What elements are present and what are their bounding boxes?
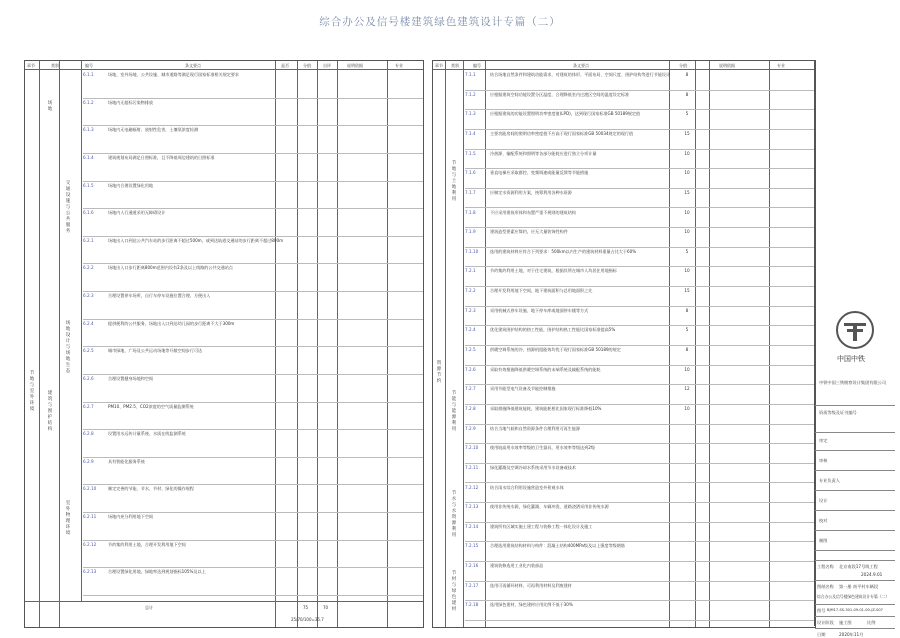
table-row bbox=[465, 503, 815, 523]
row-number: 6.1.6 bbox=[83, 210, 94, 216]
row-text: 冷热源、输配系统和照明等各部分能耗应进行独立分项计量 bbox=[490, 150, 597, 156]
right-group-1: 节地与土地利用 bbox=[451, 161, 457, 202]
table-row bbox=[465, 71, 815, 91]
header-item-r: 编号 bbox=[473, 63, 481, 68]
row-number: 7.2.7 bbox=[465, 386, 476, 392]
role-label: 设计 bbox=[819, 498, 828, 503]
table-row bbox=[465, 267, 815, 287]
row-text: 应根据建筑的功能设置照明功率密度值(LPD)，达到现行国家标准GB 50189规定值 bbox=[490, 111, 641, 117]
header-chapter: 章节 bbox=[27, 63, 35, 68]
row-score: 5 bbox=[685, 111, 689, 117]
table-row bbox=[465, 385, 815, 405]
row-text: 场地内无超标污染物排放 bbox=[108, 99, 154, 105]
table-row bbox=[83, 292, 423, 320]
table-row bbox=[465, 169, 815, 189]
date: 2020年11月 bbox=[839, 632, 864, 637]
row-score: 15 bbox=[684, 189, 690, 195]
role-divider bbox=[815, 530, 895, 531]
row-text: 场地内无电磁辐射、放射性危害，土壤氡浓度检测 bbox=[108, 127, 199, 133]
row-text: 采用节能型电气设备及节能控制措施 bbox=[490, 386, 556, 392]
role-divider bbox=[815, 450, 895, 451]
table-row bbox=[465, 110, 815, 130]
row-number: 6.1.2 bbox=[83, 99, 94, 105]
company-logo bbox=[835, 310, 875, 350]
row-text: 提供便利的公共服务，场地出入口到达幼儿园的步行距离不大于300m bbox=[108, 320, 235, 326]
row-number: 7.2.1 bbox=[465, 268, 476, 274]
row-score: 15 bbox=[684, 130, 690, 136]
row-number: 6.2.2 bbox=[83, 265, 94, 271]
row-score: 8 bbox=[685, 307, 689, 313]
left-group-1: 场地 bbox=[47, 101, 53, 112]
header-item: 编号 bbox=[85, 63, 93, 68]
row-number: 6.2.8 bbox=[83, 431, 94, 437]
row-number: 6.2.9 bbox=[83, 458, 94, 464]
right-group-3: 节水与水资源利用 bbox=[451, 491, 457, 538]
row-number: 7.2.4 bbox=[465, 327, 476, 333]
table-row bbox=[83, 99, 423, 127]
row-score: 5 bbox=[685, 248, 689, 254]
date-label: 日期 bbox=[817, 632, 826, 637]
table-row bbox=[465, 248, 815, 268]
row-number: 6.2.4 bbox=[83, 320, 94, 326]
row-number: 6.2.13 bbox=[83, 569, 97, 575]
table-row bbox=[465, 523, 815, 543]
row-number: 6.1.5 bbox=[83, 182, 94, 188]
drawing-no-label: 图号 bbox=[817, 608, 826, 613]
row-text: 场地出入口步行距离800m范围内设有2条及以上线路的公共交通站点 bbox=[108, 265, 233, 271]
logo-text: 中国中铁 bbox=[837, 355, 865, 363]
row-text: 场地、室外场地、公共设施、城市道路等满足现行国家标准相关规定要求 bbox=[108, 72, 239, 77]
table-row bbox=[83, 264, 423, 292]
part-label: 图纸名称 bbox=[817, 584, 834, 589]
row-number: 6.2.11 bbox=[83, 514, 97, 520]
row-text: 合理设置停车场所，自行车停车设施位置合理、方便出入 bbox=[108, 293, 211, 299]
table-row bbox=[83, 347, 423, 375]
row-number: 7.2.13 bbox=[465, 504, 479, 510]
project-name: 北京南段17号线工程 bbox=[839, 564, 878, 569]
role-label: 校对 bbox=[819, 518, 828, 523]
row-number: 7.1.10 bbox=[465, 248, 479, 254]
row-text: 城市绿地、广场及公共运动场地等开敞空间步行可达 bbox=[108, 348, 203, 354]
role-label: 制图 bbox=[819, 538, 828, 543]
row-number: 6.1.4 bbox=[83, 154, 94, 160]
table-row bbox=[465, 346, 815, 366]
table-row bbox=[465, 582, 815, 602]
right-table bbox=[432, 60, 816, 628]
table-row bbox=[465, 326, 815, 346]
header-score-r: 分值 bbox=[679, 63, 687, 68]
table-row bbox=[83, 154, 423, 182]
row-score: 10 bbox=[684, 229, 690, 235]
row-text: 设置用水远传计量系统、水质在线监测系统 bbox=[108, 431, 186, 437]
row-number: 6.2.5 bbox=[83, 348, 94, 354]
project-label: 工程名称 bbox=[817, 564, 834, 569]
table-row bbox=[465, 150, 815, 170]
row-text: 优化建筑围护结构的热工性能，围护结构热工性能比国家标准提高5% bbox=[490, 327, 616, 333]
row-text: 选用可再循环材料、可再利用材料及利废建材 bbox=[490, 582, 572, 588]
row-number: 7.2.12 bbox=[465, 484, 479, 490]
table-row bbox=[465, 484, 815, 504]
right-group-2: 节能与能源利用 bbox=[451, 391, 457, 432]
left-group-0: 节地与室外环境 bbox=[29, 371, 35, 412]
row-number: 6.2.12 bbox=[83, 541, 97, 547]
row-number: 7.1.7 bbox=[465, 189, 476, 195]
table-row bbox=[465, 91, 815, 111]
row-number: 7.1.2 bbox=[465, 91, 476, 97]
row-text: 垂直电梯应采取群控、变频调速或能量反馈等节能措施 bbox=[490, 170, 589, 176]
drawing-no: BJM17-SS-301-09-01-00-JZ-007 bbox=[827, 608, 883, 612]
table-row bbox=[465, 444, 815, 464]
header-category: 类别 bbox=[51, 63, 59, 68]
row-text: 合理设置绿化用地，绿地率达到规划指标105%及以上 bbox=[108, 569, 206, 575]
table-row bbox=[465, 130, 815, 150]
table-row bbox=[465, 209, 815, 229]
row-text: 场地内充分利用地下空间 bbox=[108, 514, 154, 520]
table-row bbox=[83, 458, 423, 486]
header-score: 分值 bbox=[303, 63, 311, 68]
role-label: 审核 bbox=[819, 458, 828, 463]
row-text: 合理选用建筑结构材料与构件：混凝土结构400MPa级及以上强度等级钢筋 bbox=[490, 543, 625, 549]
row-number: 7.2.15 bbox=[465, 543, 479, 549]
header-content: 条文要点 bbox=[185, 63, 201, 68]
table-row bbox=[465, 425, 815, 445]
row-text: 使用非传统水源，绿化灌溉、车辆冲洗、道路浇洒采用非传统水源 bbox=[490, 504, 609, 510]
row-number: 7.2.6 bbox=[465, 366, 476, 372]
row-number: 7.1.4 bbox=[465, 130, 476, 136]
table-row bbox=[83, 430, 423, 458]
row-text: 场地出入口到达公共汽车站的步行距离不超过500m，或到达轨道交通站的步行距离不超过800m bbox=[108, 237, 284, 243]
row-text: 应制定水资源利用方案，统筹利用各种水资源 bbox=[490, 189, 572, 195]
table-row bbox=[465, 562, 815, 582]
row-text: 结合雨水综合利用设施营造室外景观水体 bbox=[490, 484, 564, 490]
header-dept: 专业 bbox=[395, 63, 403, 68]
stage-label: 设计阶段 bbox=[817, 620, 834, 625]
row-number: 7.1.6 bbox=[465, 170, 476, 176]
right-group-4: 节材与绿色建材 bbox=[451, 571, 457, 612]
row-text: 应根据建筑空间功能设置分区温度，合理降低室内过渡区空间的温度设定标准 bbox=[490, 91, 630, 97]
header-category-r: 类别 bbox=[451, 63, 459, 68]
row-text: 采用机械式停车设施、地下停车库或地面停车楼等方式 bbox=[490, 307, 589, 313]
header-self-score: 自评 bbox=[323, 63, 331, 68]
row-number: 6.1.3 bbox=[83, 127, 94, 133]
page-title: 综合办公及信号楼建筑绿色建筑设计专篇（二） bbox=[319, 16, 561, 28]
part-name: 第一册 南平村车辆段 bbox=[839, 584, 879, 589]
row-text: 不应采用建筑形体和布置严重不规则的建筑结构 bbox=[490, 209, 576, 215]
table-row bbox=[465, 228, 815, 248]
row-text: PM10、PM2.5、CO2浓度的空气质量监测系统 bbox=[108, 403, 194, 409]
row-number: 7.1.8 bbox=[465, 209, 476, 215]
table-row bbox=[83, 568, 423, 596]
left-total-score: 75 bbox=[303, 605, 309, 610]
row-text: 采取有效措施降低供暖空调系统的末端系统及输配系统的能耗 bbox=[490, 366, 601, 372]
stage: 施工图 bbox=[839, 620, 852, 625]
row-number: 7.2.16 bbox=[465, 563, 479, 569]
row-text: 节约集约利用土地，合理开发利用地下空间 bbox=[108, 541, 186, 547]
row-number: 7.2.17 bbox=[465, 582, 479, 588]
header-evidence: 说明依据 bbox=[347, 63, 363, 68]
role-divider bbox=[815, 510, 895, 511]
left-group-2: 交通设施与公共服务 bbox=[65, 181, 71, 234]
row-number: 6.2.1 bbox=[83, 237, 94, 243]
role-divider bbox=[815, 490, 895, 491]
right-group-0: 资源节约 bbox=[436, 361, 442, 384]
row-score: 10 bbox=[684, 150, 690, 156]
role-divider bbox=[815, 550, 895, 551]
row-text: 采取措施降低建筑能耗，建筑能耗相比国家现行标准降低10% bbox=[490, 405, 602, 411]
left-group-5: 室外物理环境 bbox=[65, 501, 71, 536]
row-number: 7.2.10 bbox=[465, 445, 479, 451]
left-total-label: 总计 bbox=[145, 605, 153, 610]
role-label: 审定 bbox=[819, 438, 828, 443]
scale-label: 比例 bbox=[867, 620, 876, 625]
row-text: 制定完善的节能、节水、节材、绿化的操作规程 bbox=[108, 486, 194, 492]
left-group-3: 场地设计与场地生态 bbox=[65, 321, 71, 374]
row-score: 10 bbox=[684, 170, 690, 176]
table-row bbox=[83, 403, 423, 431]
row-text: 具有智能化服务系统 bbox=[108, 458, 145, 464]
table-row bbox=[465, 601, 815, 621]
table-row bbox=[83, 237, 423, 265]
row-number: 6.2.10 bbox=[83, 486, 97, 492]
row-text: 合理设置健身场地和空间 bbox=[108, 375, 154, 381]
table-row bbox=[83, 182, 423, 210]
header-evidence-r: 说明依据 bbox=[719, 63, 735, 68]
approval-label: 资质等级及证书编号 bbox=[819, 410, 857, 415]
row-number: 7.2.9 bbox=[465, 425, 476, 431]
row-text: 供暖空调系统的冷、热源机组能效均优于现行国家标准GB 50189的规定 bbox=[490, 347, 621, 352]
row-score: 12 bbox=[684, 386, 690, 392]
row-number: 6.2.6 bbox=[83, 375, 94, 381]
row-score: 5 bbox=[685, 327, 689, 333]
row-number: 7.2.5 bbox=[465, 347, 476, 352]
row-number: 7.2.14 bbox=[465, 523, 479, 529]
row-score: 15 bbox=[684, 288, 690, 294]
row-number: 7.2.18 bbox=[465, 602, 479, 608]
table-row bbox=[465, 307, 815, 327]
role-label: 专业负责人 bbox=[819, 478, 840, 483]
table-row bbox=[83, 126, 423, 154]
row-text: 选用绿色建材，绿色建材应用比例不低于30% bbox=[490, 602, 573, 608]
table-row bbox=[465, 189, 815, 209]
row-text: 建筑装修选用工业化内装部品 bbox=[490, 563, 544, 569]
row-number: 6.2.3 bbox=[83, 293, 94, 299]
table-row bbox=[83, 71, 423, 99]
row-score: 8 bbox=[685, 72, 689, 77]
header-selected: 是否 bbox=[281, 63, 289, 68]
row-text: 合理开发利用地下空间，地下建筑面积与总用地面积之比 bbox=[490, 288, 593, 294]
table-row bbox=[83, 375, 423, 403]
role-divider bbox=[815, 470, 895, 471]
row-number: 7.2.3 bbox=[465, 307, 476, 313]
row-number: 7.2.2 bbox=[465, 288, 476, 294]
row-number: 7.1.1 bbox=[465, 72, 476, 77]
row-number: 7.1.9 bbox=[465, 229, 476, 235]
left-footer-formula: 25/70/100=35.7 bbox=[291, 617, 324, 622]
row-number: 6.1.1 bbox=[83, 72, 94, 77]
left-group-4: 建筑与围护结构 bbox=[47, 391, 53, 432]
title-block bbox=[814, 60, 895, 637]
row-text: 主要功能房间的照明功率密度值不应高于现行国家标准GB 50034规定的现行值 bbox=[490, 130, 634, 136]
row-score: 10 bbox=[684, 209, 690, 215]
row-text: 建筑规划布局满足日照标准，且不降低周边建筑的日照标准 bbox=[108, 154, 215, 160]
row-number: 7.1.5 bbox=[465, 150, 476, 156]
row-score: 8 bbox=[685, 91, 689, 97]
table-row bbox=[465, 464, 815, 484]
row-score: 10 bbox=[684, 366, 690, 372]
row-text: 结合当地气候和自然资源条件合理利用可再生能源 bbox=[490, 425, 581, 431]
header-chapter-r: 章节 bbox=[435, 63, 443, 68]
row-score: 8 bbox=[685, 347, 689, 352]
drawing-name: 综合办公及信号楼绿色建筑设计专篇（二） bbox=[817, 594, 890, 599]
left-total-self: 70 bbox=[323, 605, 329, 610]
row-text: 使用较高用水效率等级的卫生器具，用水效率等级达到2级 bbox=[490, 445, 595, 451]
company-name: 中铁中国三铁勘察设计集团有限公司 bbox=[819, 380, 887, 385]
row-text: 场地内合理设置绿化用地 bbox=[108, 182, 154, 188]
left-table bbox=[24, 60, 424, 628]
row-text: 建筑造型要素应简约，应无大量装饰性构件 bbox=[490, 229, 568, 235]
table-row bbox=[83, 541, 423, 569]
table-row bbox=[83, 320, 423, 348]
table-row bbox=[465, 287, 815, 307]
row-text: 结合场地自然条件和建筑功能需求，对建筑的体形、平面布局、空间尺度、围护结构等进行节能设计 bbox=[490, 72, 670, 77]
row-text: 场地内人行通道采用无障碍设计 bbox=[108, 210, 166, 216]
row-text: 选用的建筑材料应符合下列要求：500km以内生产的建筑材料重量占比大于60% bbox=[490, 248, 637, 254]
table-row bbox=[465, 405, 815, 425]
table-row bbox=[83, 513, 423, 541]
table-row bbox=[83, 485, 423, 513]
row-number: 6.2.7 bbox=[83, 403, 94, 409]
row-number: 7.1.3 bbox=[465, 111, 476, 117]
version: 2024.9.01 bbox=[861, 572, 883, 577]
table-row bbox=[465, 542, 815, 562]
row-score: 10 bbox=[684, 405, 690, 411]
row-score: 10 bbox=[684, 268, 690, 274]
row-text: 节约集约利用土地，对于住宅建筑，根据其所在城市人均居住用地指标 bbox=[490, 268, 617, 274]
table-row bbox=[83, 209, 423, 237]
row-text: 绿化灌溉及空调冷却水系统采用节水设备或技术 bbox=[490, 464, 576, 470]
row-number: 7.2.11 bbox=[465, 464, 479, 470]
row-number: 7.2.8 bbox=[465, 405, 476, 411]
header-dept-r: 专业 bbox=[777, 63, 785, 68]
row-text: 建筑所有区域实施土建工程与装修工程一体化设计及施工 bbox=[490, 523, 593, 529]
table-row bbox=[465, 366, 815, 386]
header-content-r: 条文要点 bbox=[573, 63, 589, 68]
